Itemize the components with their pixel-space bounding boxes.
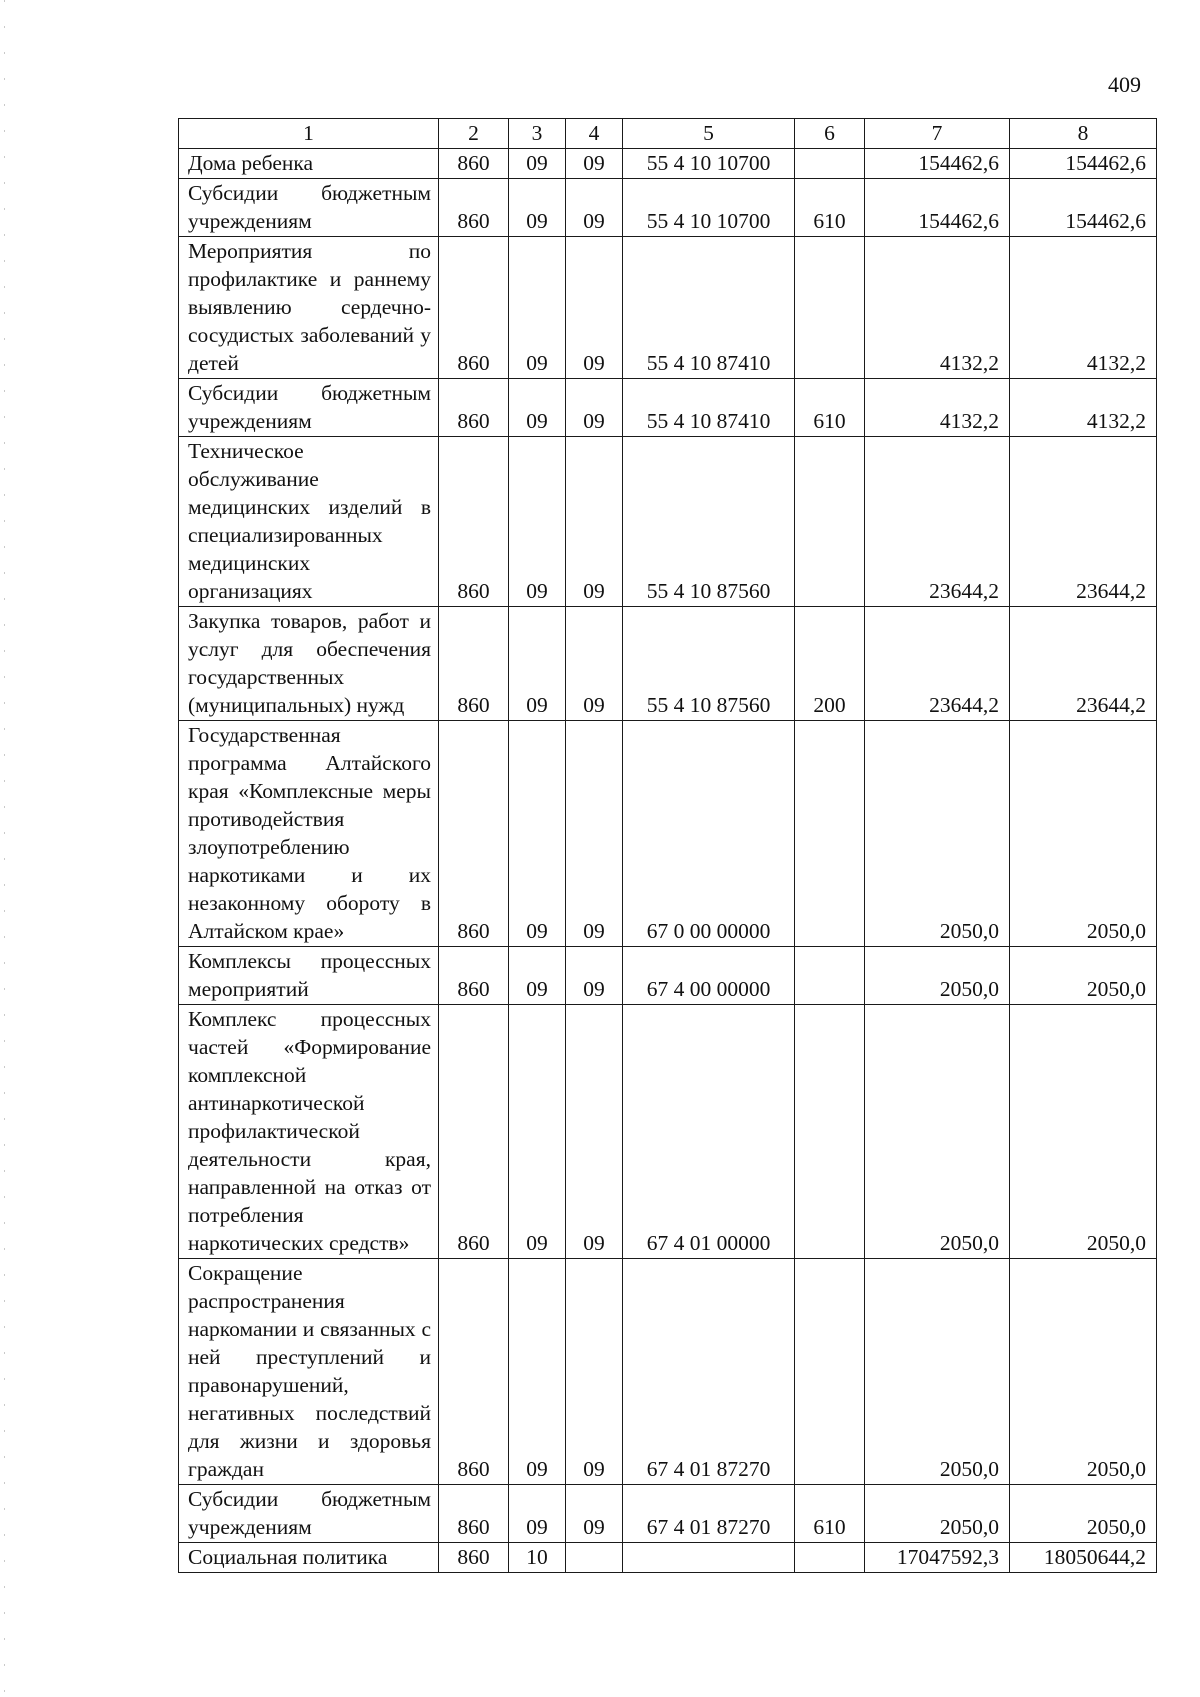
cell-col-6 bbox=[795, 1259, 865, 1485]
cell-col-3: 09 bbox=[509, 721, 566, 947]
table-row bbox=[179, 437, 1157, 607]
row-name-cell: Закупка товаров, работ и услуг для обеспечения государственных (муниципальных) нужд bbox=[179, 607, 439, 721]
cell-col-4: 09 bbox=[566, 607, 623, 721]
cell-col-3: 09 bbox=[509, 437, 566, 607]
cell-col-4: 09 bbox=[566, 149, 623, 179]
row-name-cell: Техническое обслуживание медицинских изделий в специализированных медицинских организациях bbox=[179, 437, 439, 607]
table-row bbox=[179, 1005, 1157, 1259]
cell-col-5: 67 4 01 87270 bbox=[623, 1259, 795, 1485]
cell-col-8: 23644,2 bbox=[1010, 437, 1157, 607]
cell-col-4: 09 bbox=[566, 721, 623, 947]
cell-col-7: 2050,0 bbox=[865, 721, 1010, 947]
cell-col-7: 2050,0 bbox=[865, 1259, 1010, 1485]
cell-col-8: 23644,2 bbox=[1010, 607, 1157, 721]
cell-col-5: 55 4 10 87410 bbox=[623, 379, 795, 437]
row-name-cell: Субсидии бюджетным учреждениям bbox=[179, 1485, 439, 1543]
row-name-cell: Мероприятия по профилактике и раннему выявлению сердечно-сосудистых заболеваний у детей bbox=[179, 237, 439, 379]
cell-col-3: 09 bbox=[509, 1259, 566, 1485]
cell-col-2: 860 bbox=[439, 379, 509, 437]
cell-col-4: 09 bbox=[566, 379, 623, 437]
table-row bbox=[179, 237, 1157, 379]
table-row bbox=[179, 1543, 1157, 1573]
cell-col-5: 55 4 10 87560 bbox=[623, 437, 795, 607]
cell-col-2: 860 bbox=[439, 1259, 509, 1485]
cell-col-2: 860 bbox=[439, 237, 509, 379]
row-name-cell: Сокращение распространения наркомании и связанных с ней преступлений и правонарушений, негативных последствий для жизни и здоровья граждан bbox=[179, 1259, 439, 1485]
cell-col-4 bbox=[566, 1543, 623, 1573]
row-name-cell: Социальная политика bbox=[179, 1543, 439, 1573]
cell-col-3: 09 bbox=[509, 607, 566, 721]
cell-col-6 bbox=[795, 721, 865, 947]
cell-col-7: 23644,2 bbox=[865, 607, 1010, 721]
cell-col-8: 2050,0 bbox=[1010, 721, 1157, 947]
cell-col-2: 860 bbox=[439, 179, 509, 237]
cell-col-2: 860 bbox=[439, 1005, 509, 1259]
cell-col-7: 4132,2 bbox=[865, 379, 1010, 437]
cell-col-2: 860 bbox=[439, 1485, 509, 1543]
header-cell: 1 bbox=[179, 119, 439, 149]
cell-col-7: 2050,0 bbox=[865, 947, 1010, 1005]
header-cell: 8 bbox=[1010, 119, 1157, 149]
cell-col-3: 09 bbox=[509, 1005, 566, 1259]
table-row bbox=[179, 379, 1157, 437]
cell-col-3: 10 bbox=[509, 1543, 566, 1573]
page-number: 409 bbox=[1108, 72, 1141, 97]
cell-col-4: 09 bbox=[566, 437, 623, 607]
row-name-cell: Комплекс процессных частей «Формирование комплексной антинаркотической профилактической деятельности края, направленной на отказ от потребления наркотических средств» bbox=[179, 1005, 439, 1259]
table-row bbox=[179, 947, 1157, 1005]
table-row bbox=[179, 1259, 1157, 1485]
cell-col-2: 860 bbox=[439, 1543, 509, 1573]
budget-table bbox=[178, 118, 1157, 1573]
cell-col-6 bbox=[795, 1543, 865, 1573]
cell-col-4: 09 bbox=[566, 1485, 623, 1543]
header-cell: 7 bbox=[865, 119, 1010, 149]
cell-col-6: 610 bbox=[795, 1485, 865, 1543]
cell-col-8: 18050644,2 bbox=[1010, 1543, 1157, 1573]
cell-col-3: 09 bbox=[509, 149, 566, 179]
cell-col-6 bbox=[795, 237, 865, 379]
cell-col-7: 4132,2 bbox=[865, 237, 1010, 379]
row-name-cell: Государственная программа Алтайского края «Комплексные меры противодействия злоупотреблению наркотиками и их незаконному обороту в Алтайском крае» bbox=[179, 721, 439, 947]
cell-col-6 bbox=[795, 947, 865, 1005]
cell-col-6 bbox=[795, 437, 865, 607]
cell-col-8: 154462,6 bbox=[1010, 149, 1157, 179]
table-row bbox=[179, 721, 1157, 947]
cell-col-8: 4132,2 bbox=[1010, 379, 1157, 437]
cell-col-8: 2050,0 bbox=[1010, 1005, 1157, 1259]
cell-col-5: 67 0 00 00000 bbox=[623, 721, 795, 947]
cell-col-4: 09 bbox=[566, 1005, 623, 1259]
cell-col-3: 09 bbox=[509, 237, 566, 379]
table-row bbox=[179, 1485, 1157, 1543]
header-cell: 2 bbox=[439, 119, 509, 149]
cell-col-6 bbox=[795, 149, 865, 179]
row-name-cell: Комплексы процессных мероприятий bbox=[179, 947, 439, 1005]
row-name-cell: Дома ребенка bbox=[179, 149, 439, 179]
cell-col-6: 610 bbox=[795, 379, 865, 437]
cell-col-7: 2050,0 bbox=[865, 1485, 1010, 1543]
cell-col-5: 67 4 00 00000 bbox=[623, 947, 795, 1005]
cell-col-7: 154462,6 bbox=[865, 179, 1010, 237]
cell-col-4: 09 bbox=[566, 1259, 623, 1485]
cell-col-3: 09 bbox=[509, 1485, 566, 1543]
cell-col-2: 860 bbox=[439, 149, 509, 179]
cell-col-8: 2050,0 bbox=[1010, 947, 1157, 1005]
table-row bbox=[179, 179, 1157, 237]
cell-col-3: 09 bbox=[509, 179, 566, 237]
cell-col-4: 09 bbox=[566, 947, 623, 1005]
cell-col-2: 860 bbox=[439, 437, 509, 607]
header-cell: 3 bbox=[509, 119, 566, 149]
cell-col-5: 55 4 10 10700 bbox=[623, 179, 795, 237]
scan-margin-dots bbox=[4, 0, 5, 1697]
cell-col-5: 55 4 10 10700 bbox=[623, 149, 795, 179]
cell-col-8: 4132,2 bbox=[1010, 237, 1157, 379]
cell-col-8: 2050,0 bbox=[1010, 1259, 1157, 1485]
cell-col-8: 154462,6 bbox=[1010, 179, 1157, 237]
cell-col-5 bbox=[623, 1543, 795, 1573]
cell-col-6: 200 bbox=[795, 607, 865, 721]
cell-col-2: 860 bbox=[439, 721, 509, 947]
row-name-cell: Субсидии бюджетным учреждениям bbox=[179, 379, 439, 437]
cell-col-8: 2050,0 bbox=[1010, 1485, 1157, 1543]
cell-col-2: 860 bbox=[439, 607, 509, 721]
cell-col-5: 67 4 01 00000 bbox=[623, 1005, 795, 1259]
table-row bbox=[179, 607, 1157, 721]
cell-col-4: 09 bbox=[566, 237, 623, 379]
header-cell: 5 bbox=[623, 119, 795, 149]
cell-col-7: 2050,0 bbox=[865, 1005, 1010, 1259]
cell-col-7: 23644,2 bbox=[865, 437, 1010, 607]
table-body bbox=[179, 149, 1157, 1573]
cell-col-2: 860 bbox=[439, 947, 509, 1005]
cell-col-4: 09 bbox=[566, 179, 623, 237]
cell-col-5: 55 4 10 87560 bbox=[623, 607, 795, 721]
header-cell: 4 bbox=[566, 119, 623, 149]
table-row bbox=[179, 149, 1157, 179]
cell-col-3: 09 bbox=[509, 379, 566, 437]
cell-col-3: 09 bbox=[509, 947, 566, 1005]
cell-col-5: 67 4 01 87270 bbox=[623, 1485, 795, 1543]
row-name-cell: Субсидии бюджетным учреждениям bbox=[179, 179, 439, 237]
header-cell: 6 bbox=[795, 119, 865, 149]
cell-col-6: 610 bbox=[795, 179, 865, 237]
cell-col-7: 17047592,3 bbox=[865, 1543, 1010, 1573]
cell-col-5: 55 4 10 87410 bbox=[623, 237, 795, 379]
cell-col-6 bbox=[795, 1005, 865, 1259]
header-row bbox=[179, 119, 1157, 149]
cell-col-7: 154462,6 bbox=[865, 149, 1010, 179]
